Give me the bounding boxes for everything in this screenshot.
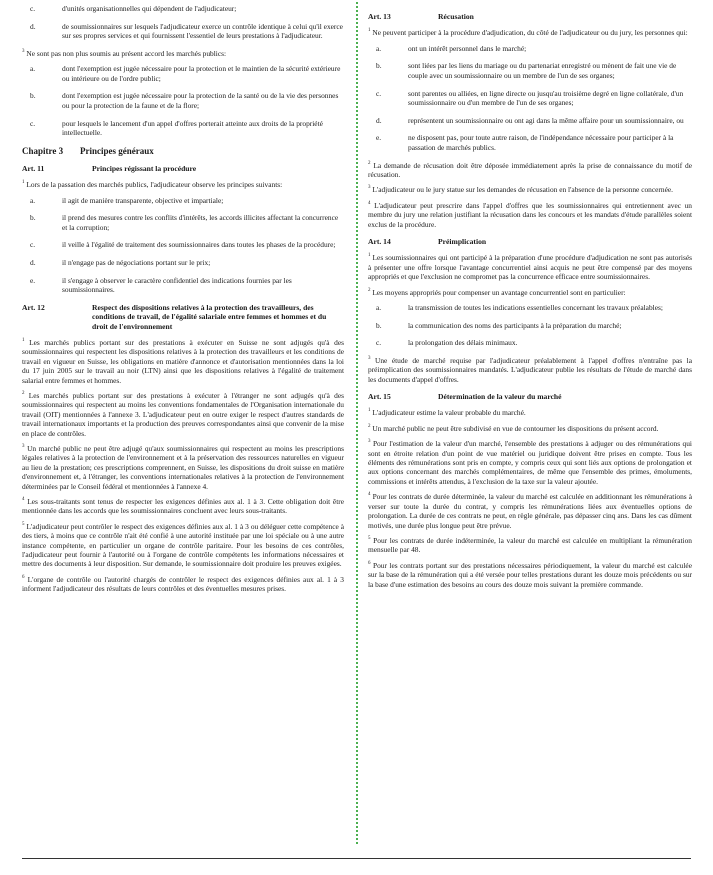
paragraph-number: 4	[368, 200, 371, 206]
list-item	[368, 133, 692, 152]
footer-rule	[22, 858, 691, 859]
list-marker: d.	[30, 21, 36, 31]
list-marker: a.	[376, 303, 382, 313]
paragraph: $^3$ Ne sont pas non plus soumis au présent accord les marchés publics:	[22, 48, 227, 58]
list-item-text: ne disposent pas, pour toute autre raison, de l'indépendance nécessaire pour participer à la passation de marchés publics.	[408, 133, 674, 152]
list-item	[368, 338, 692, 348]
list-item	[368, 116, 692, 126]
paragraph: $^1$ Ne peuvent participer à la procédure d'adjudication, du côté de l'adjudicateur ou du jury, les personnes qui:	[368, 28, 688, 38]
list-marker: c.	[30, 240, 36, 250]
list-item-text: de soumissionnaires sur lesquels l'adjudicateur exerce un contrôle identique à celui qu'il exerce sur ses propres services et qui fournissent l'essentiel de leurs prestations à l'adjudicateur.	[62, 21, 343, 41]
list-item	[22, 4, 344, 14]
list-item-text: dont l'exemption est jugée nécessaire pour la protection et le maintien de la sécurité extérieure ou intérieure ou de l'ordre public;	[62, 64, 341, 83]
article-15-paragraphs	[368, 408, 692, 589]
article-heading	[368, 392, 692, 401]
paragraph-text: L'organe de contrôle ou l'autorité chargés de contrôler le respect des exigences définies aux al. 1 à 3 informent l'adjudicateur des résultats de leurs contrôles et des éventuelles mesures prises.	[22, 574, 344, 594]
paragraph	[368, 561, 692, 589]
list-item-text: il veille à l'égalité de traitement des soumissionnaires dans toutes les phases de la procédure;	[62, 240, 336, 250]
list-item-text: dont l'exemption est jugée nécessaire pour la protection de la santé ou de la vie des personnes ou pour la protection de la faune et de la flore;	[62, 91, 339, 110]
paragraph	[22, 391, 344, 438]
list-item	[22, 240, 344, 250]
paragraph-number: 5	[22, 521, 25, 527]
article-number: Art. 14	[368, 237, 391, 246]
paragraph-number: 1	[368, 253, 371, 259]
paragraph	[368, 356, 692, 384]
list-item	[22, 119, 344, 138]
paragraph-text: Les sous-traitants sont tenus de respecter les exigences définies aux al. 1 à 3. Cette obligation doit être mentionnée dans les accords que les soumissionnaires concluent avec leurs sous-traitants.	[22, 497, 344, 516]
chapter-title: Principes généraux	[80, 145, 154, 156]
list-item-text: il n'engage pas de négociations portant sur le prix;	[62, 257, 211, 267]
list-item	[368, 61, 692, 80]
paragraph	[22, 338, 344, 385]
list-item	[22, 64, 344, 83]
article-heading	[22, 164, 344, 173]
list-marker: c.	[30, 4, 36, 13]
article-title: Récusation	[438, 12, 474, 21]
paragraph	[368, 288, 692, 297]
paragraph-number: 1	[22, 337, 25, 343]
article-title: Détermination de la valeur du marché	[438, 392, 562, 402]
article-14-paragraphs-2	[368, 356, 692, 384]
paragraph	[368, 536, 692, 555]
list-item	[22, 276, 344, 295]
article-number: Art. 13	[368, 12, 391, 21]
paragraph	[22, 444, 344, 491]
principles-list	[22, 196, 344, 295]
right-column	[368, 4, 692, 595]
paragraph	[368, 201, 692, 229]
article-number: Art. 11	[22, 163, 45, 173]
paragraph-text: Les marchés publics portant sur des prestations à exécuter à l'étranger ne sont adjugés qu'à des soumissionnaires qui respectent au moins les conventions fondamentales de l'Organisation internationale du travail (OIT) mentionnées à l'annexe 3. L'adjudicateur peut en outre exiger le respect d'autres standards de travail internationaux importants et la production des preuves correspondantes ainsi que convenir de la mise en place de contrôles.	[22, 390, 344, 438]
article-heading	[368, 237, 692, 246]
left-column	[22, 4, 344, 600]
paragraph-text: L'adjudicateur estime la valeur probable du marché.	[372, 408, 526, 418]
paragraph-text: Pour l'estimation de la valeur d'un marché, l'ensemble des prestations à adjuger ou des rémunérations qui sont en étroite relation d'un point de vue matériel ou juridique doivent être prises en compte. Tous les éléments des rémunérations sont pris en compte, y compris ceux qui sont liés aux options de prolongation et aux options concernant des marchés complémentaires, de même que l'ensemble des primes, émoluments, commissions et intérêts attendus, à l'exclusion de la taxe sur la valeur ajoutée.	[368, 439, 692, 486]
list-item	[368, 89, 692, 108]
paragraph-number: 4	[368, 492, 371, 498]
paragraph-text: Une étude de marché requise par l'adjudicateur préalablement à l'appel d'offres n'entraîne pas la préimplication des soumissionnaires mandatés. L'adjudicateur publie les résultats de l'étude de marché dans les documents d'appel d'offres.	[368, 355, 692, 384]
paragraph-text: Un marché public ne peut être subdivisé en vue de contourner les dispositions du présent accord.	[372, 423, 659, 433]
list-marker: b.	[30, 91, 36, 101]
paragraph	[22, 522, 344, 569]
paragraph-number: 2	[368, 423, 371, 429]
list-marker: b.	[376, 61, 382, 71]
exemption-list	[22, 64, 344, 138]
list-item	[22, 91, 344, 110]
paragraph-number: 2	[22, 390, 25, 396]
list-marker: b.	[30, 213, 36, 223]
paragraph-text: Les marchés publics portant sur des prestations à exécuter en Suisse ne sont adjugés qu'à des soumissionnaires qui respectent les dispositions relatives à la protection des travailleurs et les conditions de travail en vigueur en Suisse, les obligations en matière d'annonce et d'autorisation mentionnées dans la loi du 17 juin 2005 sur le travail au noir (LTN) ainsi que les dispositions relatives à l'égalité de traitement salarial entre femmes et hommes.	[22, 337, 344, 385]
article-heading	[368, 12, 692, 21]
list-item	[22, 22, 344, 41]
top-list	[22, 4, 344, 41]
list-item-text: pour lesquels le lancement d'un appel d'offres porterait atteinte aux droits de la propriété intellectuelle.	[62, 118, 323, 138]
paragraph	[368, 185, 692, 194]
recusation-list	[368, 44, 692, 153]
article-12-paragraphs	[22, 338, 344, 594]
article-13-paragraphs	[368, 161, 692, 229]
list-item-text: représentent un soumissionnaire ou ont agi dans la même affaire pour un soumissionnaire, ou	[408, 115, 684, 125]
compensation-list	[368, 303, 692, 348]
chapter-number: Chapitre 3	[22, 145, 64, 156]
list-item	[368, 303, 692, 313]
article-heading	[22, 303, 344, 331]
list-marker: c.	[376, 88, 382, 98]
paragraph	[368, 424, 692, 433]
list-item-text: d'unités organisationnelles qui dépendent de l'adjudicateur;	[62, 4, 237, 13]
paragraph	[368, 439, 692, 486]
list-marker: a.	[30, 195, 36, 205]
article-title: Principes régissant la procédure	[92, 163, 197, 173]
list-item	[368, 321, 692, 331]
list-marker: d.	[30, 257, 36, 267]
paragraph-text: Pour les contrats de durée déterminée, la valeur du marché est calculée en additionnant les rémunérations à verser sur toute la durée du contrat, y compris les rémunérations liées aux éventuelles options de prolongation. La durée de ces contrats ne peut, en règle générale, pas dépasser cinq ans. Dans les cas dûment motivés, une durée plus longue peut être prévue.	[368, 492, 692, 530]
article-title: Préimplication	[438, 237, 487, 246]
list-marker: a.	[376, 43, 382, 53]
paragraph-text: L'adjudicateur ou le jury statue sur les demandes de récusation en l'absence de la personne concernée.	[372, 185, 673, 195]
paragraph-text: Un marché public ne peut être adjugé qu'aux soumissionnaires qui respectent au moins les prescriptions légales relatives à la protection de l'environnement et à la préservation des ressources naturelles en vigueur au lieu de la prestation; ces prescriptions comprennent, en Suisse, les dispositions du droit suisse en matière d'environnement et, à l'étranger, les conventions internationales relatives à la protection de l'environnement déterminées par le Conseil fédéral et mentionnées à l'annexe 4.	[22, 444, 344, 491]
paragraph-text: Pour les contrats portant sur des prestations nécessaires périodiquement, la valeur du marché est calculée sur la base de la rémunération qui a été versée pour telles prestations durant les douze mois précédents ou sur la base d'une estimation des besoins au cours des douze mois suivant la première commande.	[368, 560, 692, 589]
paragraph-number: 6	[368, 560, 371, 566]
paragraph-number: 5	[368, 535, 371, 541]
paragraph	[368, 253, 692, 281]
article-number: Art. 15	[368, 392, 391, 402]
article-title: Respect des dispositions relatives à la protection des travailleurs, des conditions de travail, de l'égalité salariale entre femmes et hommes et du droit de l'environnement	[92, 302, 327, 331]
list-item-text: la communication des noms des participants à la préparation du marché;	[408, 320, 622, 330]
paragraph-number: 4	[22, 497, 25, 503]
paragraph-number: 3	[368, 355, 371, 361]
article-number: Art. 12	[22, 302, 45, 312]
list-marker: b.	[376, 320, 382, 330]
list-item-text: il agit de manière transparente, objective et impartiale;	[62, 195, 224, 205]
list-item	[22, 196, 344, 206]
paragraph-number: 3	[368, 185, 371, 191]
list-marker: e.	[376, 133, 382, 143]
paragraph-text: Les soumissionnaires qui ont participé à la préparation d'une procédure d'adjudication ne sont pas autorisés à présenter une offre lorsque l'avantage concurrentiel ainsi acquis ne peut être compensé par des moyens appropriés et que l'exclusion ne compromet pas la concurrence efficace entre soumissionnaires.	[368, 253, 692, 282]
list-marker: d.	[376, 115, 382, 125]
paragraph-text: L'adjudicateur peut prescrire dans l'appel d'offres que les soumissionnaires qui entretiennent avec un membre du jury une relation justifiant la récusation dans les concours et les mandats d'étude parallèles soient exclus de la procédure.	[368, 200, 693, 229]
list-marker: e.	[30, 275, 36, 285]
list-item-text: la transmission de toutes les indications essentielles concernant les travaux préalables;	[408, 303, 663, 313]
paragraph-number: 1	[368, 408, 371, 414]
list-item-text: il prend des mesures contre les conflits d'intérêts, les accords illicites affectant la concurrence et la corruption;	[62, 213, 339, 232]
list-item	[368, 44, 692, 54]
paragraph	[368, 161, 692, 180]
paragraph	[22, 497, 344, 516]
paragraph	[22, 575, 344, 594]
paragraph-text: Les moyens appropriés pour compenser un avantage concurrentiel sont en particulier:	[372, 287, 626, 297]
list-item-text: il s'engage à observer le caractère confidentiel des indications fournies par les soumissionnaires.	[62, 275, 292, 295]
paragraph-text: La demande de récusation doit être déposée immédiatement après la prise de connaissance du motif de récusation.	[368, 160, 692, 179]
column-divider	[356, 2, 358, 844]
paragraph-number: 3	[22, 444, 25, 449]
paragraph-number: 2	[368, 160, 371, 166]
list-item	[22, 213, 344, 232]
paragraph-text: Pour les contrats de durée indéterminée, la valeur du marché est calculée en multipliant la rémunération mensuelle par 48.	[368, 535, 692, 555]
list-marker: a.	[30, 64, 36, 74]
paragraph	[368, 408, 692, 417]
paragraph: $^1$ Lors de la passation des marchés publics, l'adjudicateur observe les principes suivants:	[22, 180, 283, 190]
list-item-text: sont parentes ou alliées, en ligne directe ou jusqu'au troisième degré en ligne collatérale, d'un soumissionnaire ou d'un membre de l'un de ses organes;	[408, 88, 684, 108]
paragraph	[368, 492, 692, 530]
list-item-text: ont un intérêt personnel dans le marché;	[408, 43, 527, 53]
chapter-heading	[22, 146, 344, 156]
paragraph-number: 6	[22, 574, 25, 580]
list-item-text: la prolongation des délais minimaux.	[408, 338, 518, 348]
paragraph-number: 3	[368, 439, 371, 445]
paragraph-text: L'adjudicateur peut contrôler le respect des exigences définies aux al. 1 à 3 ou déléguer cette compétence à des tiers, à moins que ce contrôle n'ait été confié à une autorité instituée par une loi spéciale ou à une autre instance compétente, en particulier un organe de contrôle paritaire. Pour les besoins de ces contrôles, l'adjudicateur peut fournir à l'autorité ou à l'organe de contrôle compétents les informations nécessaires et mettre des documents à leur disposition. Sur demande, le soumissionnaire doit produire les preuves exigées.	[22, 521, 344, 569]
list-marker: c.	[30, 118, 36, 128]
article-14-paragraphs	[368, 253, 692, 297]
list-item-text: sont liées par les liens du mariage ou du partenariat enregistré ou mènent de fait une vie de couple avec un soumissionnaire ou un membre de l'un de ses organes;	[408, 61, 677, 80]
paragraph-number: 2	[368, 287, 371, 293]
list-item	[22, 258, 344, 268]
list-marker: c.	[376, 338, 382, 348]
